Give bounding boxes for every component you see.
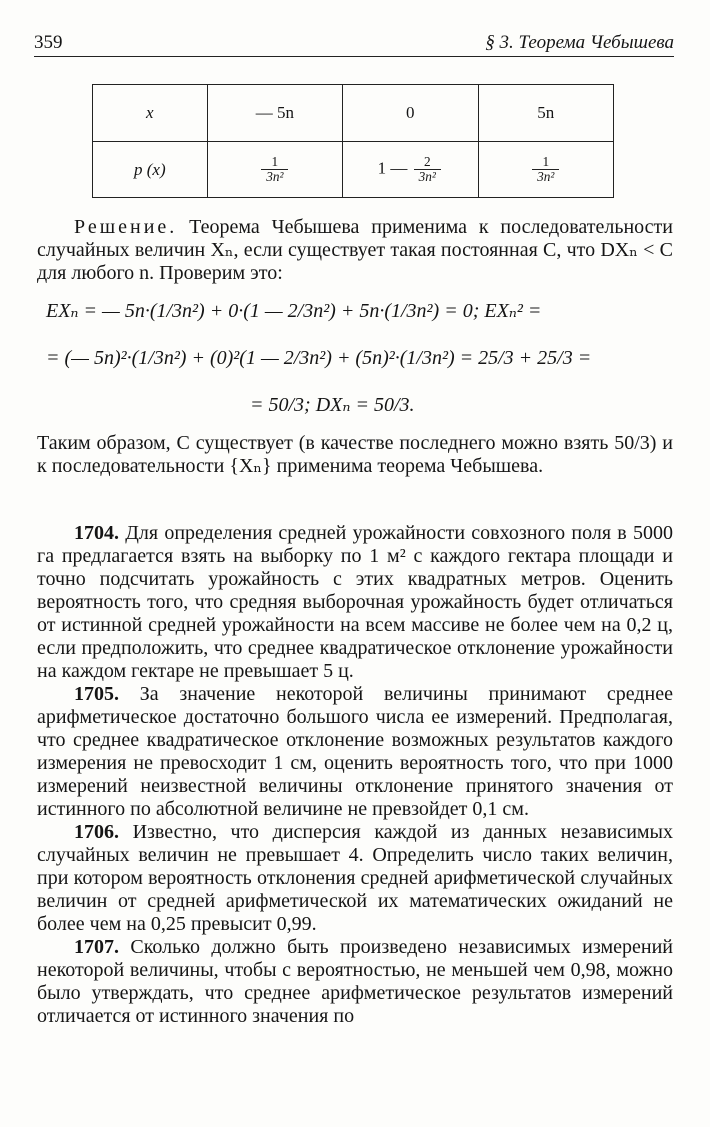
fraction — [261, 155, 288, 184]
fraction — [532, 155, 559, 184]
running-title: § 3. Теорема Чебышева — [485, 32, 674, 53]
table-cell: p (x) — [93, 142, 208, 198]
table-row — [93, 85, 614, 142]
fraction-numerator: 2 — [423, 154, 431, 170]
conclusion-paragraph — [37, 432, 673, 478]
fraction-denominator: 3n² — [532, 169, 559, 184]
table-cell — [207, 142, 342, 198]
problem-number: 1706. — [74, 821, 119, 843]
problem-item — [37, 522, 673, 683]
fraction-denominator: 3n² — [261, 169, 288, 184]
fraction — [414, 155, 441, 184]
solution-heading: Решение. — [74, 216, 178, 238]
problem-item — [37, 683, 673, 821]
table-cell: x — [93, 85, 208, 142]
problem-text: Известно, что дисперсия каждой из данных независимых случайных величин не превышает 4. Определить число таких величин, при котором вероятность отклонения средней арифметической случайных величин от средней арифметической их математических ожиданий не более чем на 0,25 превысит 0,99. — [37, 821, 673, 935]
solution-paragraph — [37, 216, 673, 285]
table-cell: 0 — [343, 85, 478, 142]
page-number: 359 — [34, 32, 63, 53]
formula-line-2: = (— 5n)²·(1/3n²) + (0)²(1 — 2/3n²) + (5n)²·(1/3n²) = 25/3 + 25/3 = — [46, 347, 592, 369]
cell-prefix: 1 — — [377, 158, 408, 178]
problem-number: 1704. — [74, 522, 119, 544]
conclusion-text: Таким образом, C существует (в качестве последнего можно взять 50/3) и к последовательности {Xₙ} применима теорема Чебышева. — [37, 432, 673, 477]
problem-text: Для определения средней урожайности совхозного поля в 5000 га предлагается взять на выборку по 1 м² с каждого гектара площади и точно подсчитать урожайность с этих квадратных метров. Оценить вероятность того, что средняя выборочная урожайность будет отличаться от истинной средней урожайности на всем массиве не более чем на 0,2 ц, если предположить, что среднее квадратическое отклонение урожайности на каждом гектаре не превышает 5 ц. — [37, 522, 673, 682]
table-row — [93, 142, 614, 198]
problem-number: 1705. — [74, 683, 119, 705]
problem-text: Сколько должно быть произведено независимых измерений некоторой величины, чтобы с вероятностью, не меньшей чем 0,98, можно было утверждать, что среднее арифметическое результатов измерений отличается от истинного значения по — [37, 936, 673, 1027]
problem-number: 1707. — [74, 936, 119, 958]
distribution-table — [92, 84, 614, 198]
table-cell — [343, 142, 478, 198]
fraction-numerator: 1 — [271, 154, 279, 170]
problem-item — [37, 936, 673, 1028]
problem-text: За значение некоторой величины принимают среднее арифметическое достаточно большого числа ее измерений. Предполагая, что среднее квадратическое отклонение возможных результатов каждого измерения не превосходит 1 см, оценить вероятность того, что при 1000 измерений неизвестной величины отклонение принятого значения от истинного по абсолютной величине не превзойдет 0,1 см. — [37, 683, 673, 820]
fraction-denominator: 3n² — [414, 169, 441, 184]
formula-line-1: EXₙ = — 5n·(1/3n²) + 0·(1 — 2/3n²) + 5n·(1/3n²) = 0; EXₙ² = — [46, 300, 542, 322]
table-cell: — 5n — [207, 85, 342, 142]
solution-text: Теорема Чебышева применима к последовательности случайных величин Xₙ, если существует такая постоянная C, что DXₙ < C для любого n. Проверим это: — [37, 216, 673, 284]
formula-line-3: = 50/3; DXₙ = 50/3. — [250, 394, 415, 416]
problem-item — [37, 821, 673, 936]
table-cell: 5n — [478, 85, 613, 142]
page-header — [34, 30, 674, 57]
table-cell — [478, 142, 613, 198]
problems-section — [37, 522, 673, 1028]
fraction-numerator: 1 — [542, 154, 550, 170]
